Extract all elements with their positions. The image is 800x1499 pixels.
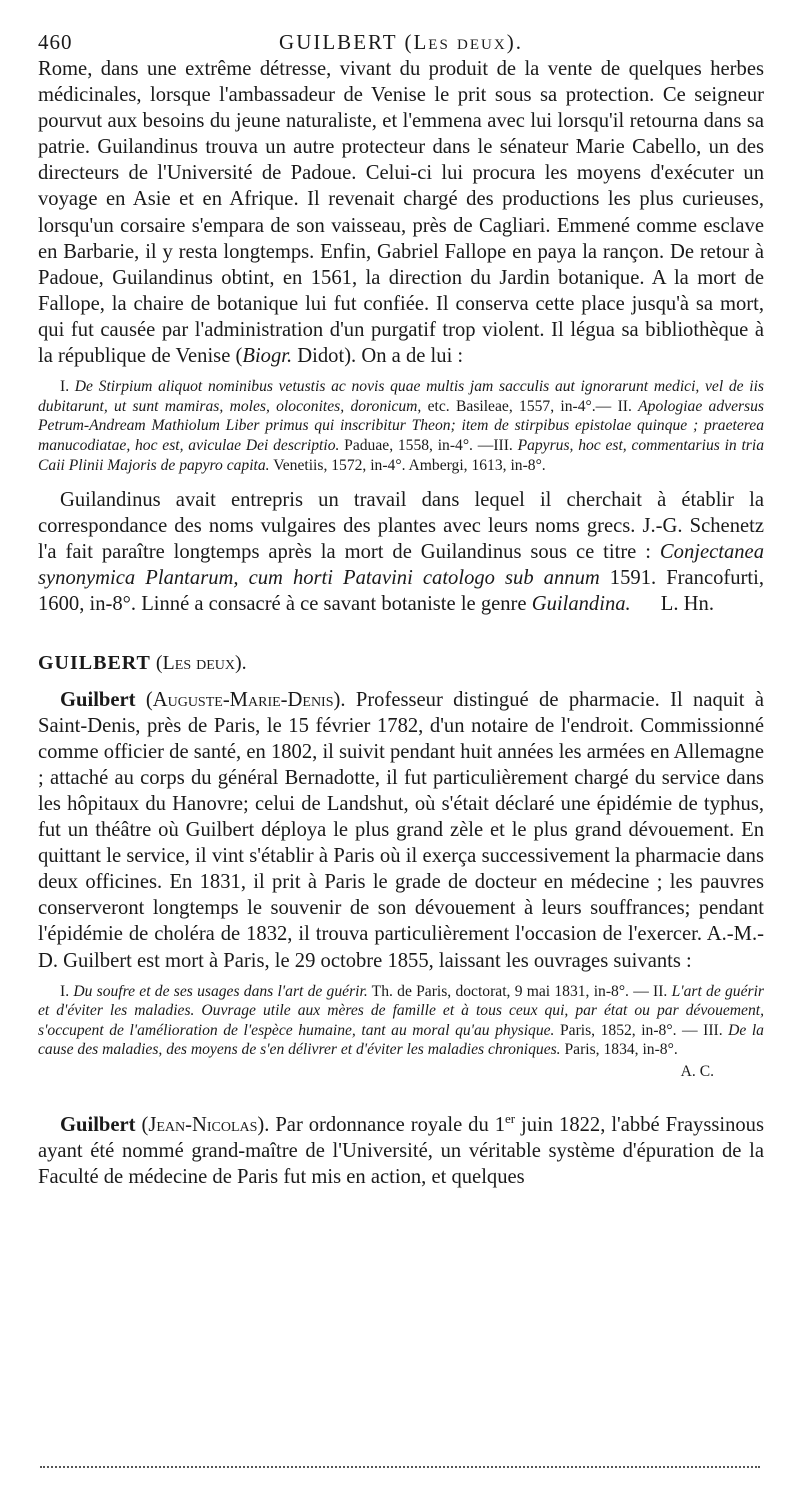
running-title: GUILBERT (Les deux). [279, 30, 523, 54]
footer-dotted-rule [40, 1466, 760, 1468]
page-number: 460 [38, 30, 73, 54]
guilandinus-paragraph-2: Guilandinus avait entrepris un travail dans lequel il cherchait à établir la correspondance des noms vulgaires des plantes avec leurs noms grecs. J.-G. Schenetz l'a fait paraître longtemps après la mort de Guilandinus sous ce titre : Conjectanea synonymica Plantarum, cum horti Patavini catologo sub annum 1591. Francofurti, 1600, in-8°. Linné a consacré à ce savant botaniste le genre Guilandina. L. Hn. [38, 487, 764, 617]
entry-head-jean: Guilbert [60, 1113, 136, 1136]
signature-l-hn: L. Hn. [660, 593, 714, 616]
page-header [38, 0, 764, 56]
entry-head-auguste: Guilbert [60, 688, 136, 711]
entry-auguste: Guilbert (Auguste-Marie-Denis). Professeur distingué de pharmacie. Il naquit à Saint-Denis, près de Paris, le 15 février 1782, d'un notaire de l'endroit. Commissionné comme officier de santé, en 1802, il suivit pendant huit années les armées en Allemagne ; attaché au corps du général Bernadotte, il fut particulièrement chargé du service dans les hôpitaux du Hanovre; celui de Landshut, où s'était déclaré une épidémie de typhus, fut un théâtre où Guilbert déploya le plus grand zèle et le plus grand dévouement. En quittant le service, il vint s'établir à Paris où il exerça successivement la pharmacie dans deux officines. En 1831, il prit à Paris le grade de docteur en médecine ; les pauvres conserveront longtemps le souvenir de son dévouement à leurs souffrances; pendant l'épidémie de choléra de 1832, il trouva particulièrement l'occasion de l'exercer. A.-M.-D. Guilbert est mort à Paris, le 29 octobre 1855, laissant les ouvrages suivants : [38, 688, 765, 972]
guilandinus-works: I. De Stirpium aliquot nominibus vetustis ac novis quae multis jam sacculis aut ignorarunt medici, vel de iis dubitarunt, ut sunt mamiras, moles, oloconites, doronicum, etc. Basileae, 1557, in-4°.— II. Apologiae adversus Petrum-Andream Mathiolum Liber primus qui inscribitur Theon; item de stirpibus epistolae quinque ; praeterea manucodiatae, hoc est, aviculae Dei descriptio. Paduae, 1558, in-4°. —III. Papyrus, hoc est, commentarius in tria Caii Plinii Majoris de papyro capita. Venetiis, 1572, in-4°. Ambergi, 1613, in-8°. [38, 378, 764, 474]
entry-jean: Guilbert (Jean-Nicolas). Par ordonnance royale du 1er juin 1822, l'abbé Frayssinous ayant été nommé grand-maître de l'Université, un véritable système d'épuration de la Faculté de médecine de Paris fut mis en action, et quelques [38, 1110, 764, 1188]
auguste-works: I. Du soufre et de ses usages dans l'art de guérir. Th. de Paris, doctorat, 9 mai 1831, in-8°. — II. L'art de guérir et d'éviter les maladies. Ouvrage utile aux mères de famille et à tous ceux qui, par état ou par dévouement, s'occupent de l'amélioration de l'espèce humaine, tant au moral qu'au physique. Paris, 1852, in-8°. — III. De la cause des maladies, des moyens de s'en délivrer et d'éviter les maladies chroniques. Paris, 1834, in-8°. [38, 982, 764, 1059]
signature-a-c: A. C. [680, 1062, 714, 1080]
section-title: GUILBERT (Les deux). [38, 651, 247, 674]
guilandinus-paragraph: Rome, dans une extrême détresse, vivant du produit de la vente de quelques herbes médicinales, lorsque l'ambassadeur de Venise le prit sous sa protection. Ce seigneur pourvut aux besoins du jeune naturaliste, et l'emmena avec lui lorsqu'il retourna dans sa patrie. Guilandinus trouva un autre protecteur dans le sénateur Marie Cabello, un des directeurs de l'Université de Padoue. Celui-ci lui procura les moyens d'exécuter un voyage en Asie et en Afrique. Il revenait chargé des productions les plus curieuses, lorsqu'un corsaire s'empara de son vaisseau, près de Cagliari. Emmené comme esclave en Barbarie, il y resta longtemps. Enfin, Gabriel Fallope en paya la rançon. De retour à Padoue, Guilandinus obtint, en 1561, la direction du Jardin botanique. A la mort de Fallope, la chaire de botanique lui fut confiée. Il conserva cette place jusqu'à sa mort, qui fut causée par l'administration d'un purgatif trop violent. Il légua sa bibliothèque à la république de Venise (Biogr. Didot). On a de lui : [38, 58, 764, 368]
